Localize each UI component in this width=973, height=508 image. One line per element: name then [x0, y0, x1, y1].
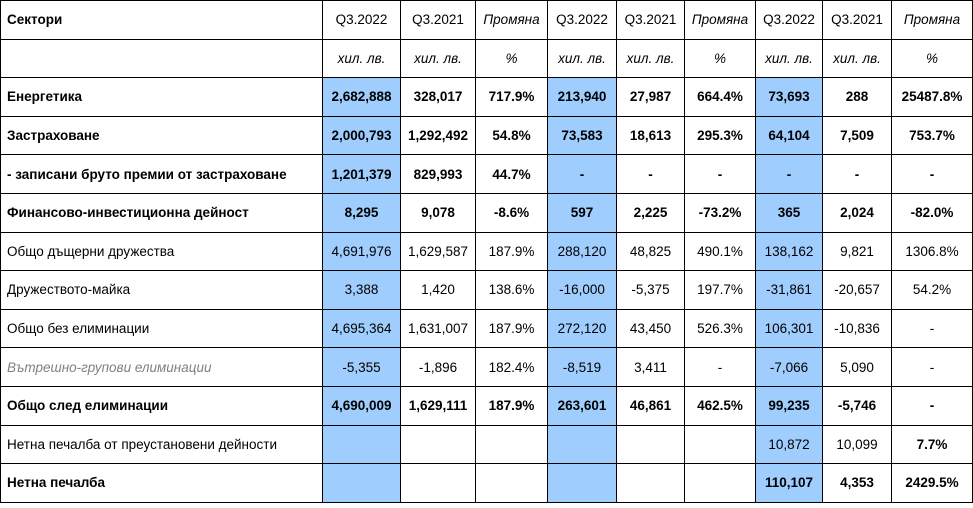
row-label: Нетна печалба — [1, 464, 323, 503]
table-row — [1, 271, 973, 310]
table-cell: -5,375 — [617, 271, 685, 310]
table-cell: 10,099 — [823, 425, 892, 464]
units-cell — [1, 39, 323, 78]
table-cell — [685, 464, 756, 503]
units-cell: хил. лв. — [323, 39, 401, 78]
table-cell: 526.3% — [685, 309, 756, 348]
table-cell: - — [892, 155, 973, 194]
row-label: Енергетика — [1, 78, 323, 117]
table-row — [1, 425, 973, 464]
header-cell: Q3.2021 — [823, 1, 892, 40]
table-cell: - — [548, 155, 617, 194]
table-cell: 295.3% — [685, 116, 756, 155]
table-cell — [548, 464, 617, 503]
table-cell: 138,162 — [756, 232, 823, 271]
table-row — [1, 193, 973, 232]
header-cell: Q3.2022 — [548, 1, 617, 40]
table-cell: -5,746 — [823, 386, 892, 425]
row-label: Дружеството-майка — [1, 271, 323, 310]
table-cell: - — [823, 155, 892, 194]
units-cell: % — [892, 39, 973, 78]
table-cell: 4,695,364 — [323, 309, 401, 348]
table-cell — [617, 425, 685, 464]
table-cell: 288,120 — [548, 232, 617, 271]
units-cell: % — [476, 39, 548, 78]
header-cell: Q3.2021 — [617, 1, 685, 40]
table-row — [1, 348, 973, 387]
table-cell: 25487.8% — [892, 78, 973, 117]
header-cell: Q3.2022 — [756, 1, 823, 40]
table-row — [1, 464, 973, 503]
table-cell: 328,017 — [401, 78, 476, 117]
units-cell: хил. лв. — [617, 39, 685, 78]
table-cell: 829,993 — [401, 155, 476, 194]
table-cell: 7,509 — [823, 116, 892, 155]
table-cell: 43,450 — [617, 309, 685, 348]
table-cell: 717.9% — [476, 78, 548, 117]
table-cell — [685, 425, 756, 464]
table-cell: -7,066 — [756, 348, 823, 387]
row-label: Общо след елиминации — [1, 386, 323, 425]
row-label: Нетна печалба от преустановени дейности — [1, 425, 323, 464]
table-cell: 73,693 — [756, 78, 823, 117]
table-cell: 187.9% — [476, 386, 548, 425]
table-cell: 213,940 — [548, 78, 617, 117]
table-cell: 1306.8% — [892, 232, 973, 271]
table-cell: 1,420 — [401, 271, 476, 310]
table-cell — [476, 425, 548, 464]
table-cell: 1,201,379 — [323, 155, 401, 194]
table-cell: 3,411 — [617, 348, 685, 387]
table-cell: 197.7% — [685, 271, 756, 310]
table-cell: - — [892, 348, 973, 387]
units-cell: хил. лв. — [756, 39, 823, 78]
table-cell: - — [892, 386, 973, 425]
table-cell: 2,000,793 — [323, 116, 401, 155]
table-row — [1, 116, 973, 155]
table-cell: 64,104 — [756, 116, 823, 155]
table-cell: - — [617, 155, 685, 194]
units-row — [1, 39, 973, 78]
table-cell: 110,107 — [756, 464, 823, 503]
table-cell: 4,691,976 — [323, 232, 401, 271]
units-cell: % — [685, 39, 756, 78]
table-cell: 138.6% — [476, 271, 548, 310]
table-cell: 54.2% — [892, 271, 973, 310]
table-cell: -5,355 — [323, 348, 401, 387]
table-cell: 7.7% — [892, 425, 973, 464]
table-cell: - — [685, 348, 756, 387]
table-cell: 187.9% — [476, 232, 548, 271]
table-cell: 9,078 — [401, 193, 476, 232]
table-cell: 99,235 — [756, 386, 823, 425]
table-row — [1, 232, 973, 271]
table-cell: 1,631,007 — [401, 309, 476, 348]
table-cell: 2,682,888 — [323, 78, 401, 117]
table-cell: 187.9% — [476, 309, 548, 348]
table-cell: -8.6% — [476, 193, 548, 232]
table-cell: 182.4% — [476, 348, 548, 387]
table-cell: 1,629,587 — [401, 232, 476, 271]
table-cell — [323, 425, 401, 464]
table-cell: 48,825 — [617, 232, 685, 271]
table-cell: -16,000 — [548, 271, 617, 310]
table-cell: 462.5% — [685, 386, 756, 425]
table-cell: -73.2% — [685, 193, 756, 232]
table-cell: 5,090 — [823, 348, 892, 387]
table-header-row — [1, 1, 973, 40]
table-cell — [476, 464, 548, 503]
table-cell — [323, 464, 401, 503]
table-cell: 8,295 — [323, 193, 401, 232]
table-cell: 2,225 — [617, 193, 685, 232]
row-label: Общо без елиминации — [1, 309, 323, 348]
units-cell: хил. лв. — [823, 39, 892, 78]
table-cell: 263,601 — [548, 386, 617, 425]
table-cell: 106,301 — [756, 309, 823, 348]
table-row — [1, 155, 973, 194]
table-cell: 9,821 — [823, 232, 892, 271]
header-cell: Промяна — [892, 1, 973, 40]
table-cell: -8,519 — [548, 348, 617, 387]
table-cell: 1,629,111 — [401, 386, 476, 425]
table-cell — [401, 464, 476, 503]
table-cell: - — [685, 155, 756, 194]
table-row — [1, 386, 973, 425]
header-cell: Промяна — [685, 1, 756, 40]
row-label: Вътрешно-групови елиминации — [1, 348, 323, 387]
units-cell: хил. лв. — [401, 39, 476, 78]
table-cell: 2429.5% — [892, 464, 973, 503]
table-cell: 18,613 — [617, 116, 685, 155]
table-cell: 753.7% — [892, 116, 973, 155]
table-cell: 10,872 — [756, 425, 823, 464]
row-label: - записани бруто премии от застраховане — [1, 155, 323, 194]
table-cell: 44.7% — [476, 155, 548, 194]
header-cell: Промяна — [476, 1, 548, 40]
table-cell: 288 — [823, 78, 892, 117]
header-cell: Q3.2021 — [401, 1, 476, 40]
table-cell: -20,657 — [823, 271, 892, 310]
table-cell: 4,690,009 — [323, 386, 401, 425]
table-cell: -31,861 — [756, 271, 823, 310]
table-row — [1, 309, 973, 348]
table-cell: 73,583 — [548, 116, 617, 155]
table-cell — [548, 425, 617, 464]
table-cell: 2,024 — [823, 193, 892, 232]
row-label: Финансово-инвестиционна дейност — [1, 193, 323, 232]
table-cell: 54.8% — [476, 116, 548, 155]
table-cell: 3,388 — [323, 271, 401, 310]
table-cell: -82.0% — [892, 193, 973, 232]
table-cell — [401, 425, 476, 464]
table-cell: -10,836 — [823, 309, 892, 348]
table-cell: - — [892, 309, 973, 348]
table-cell: 664.4% — [685, 78, 756, 117]
table-row — [1, 78, 973, 117]
header-cell-sectors: Сектори — [1, 1, 323, 40]
table-cell: -1,896 — [401, 348, 476, 387]
table-cell: 4,353 — [823, 464, 892, 503]
table-cell: - — [756, 155, 823, 194]
table-cell: 365 — [756, 193, 823, 232]
table-body — [1, 1, 973, 503]
table-cell — [617, 464, 685, 503]
table-cell: 46,861 — [617, 386, 685, 425]
table-cell: 27,987 — [617, 78, 685, 117]
table-cell: 1,292,492 — [401, 116, 476, 155]
units-cell: хил. лв. — [548, 39, 617, 78]
row-label: Застраховане — [1, 116, 323, 155]
table-cell: 597 — [548, 193, 617, 232]
row-label: Общо дъщерни дружества — [1, 232, 323, 271]
table-cell: 490.1% — [685, 232, 756, 271]
table-cell: 272,120 — [548, 309, 617, 348]
header-cell: Q3.2022 — [323, 1, 401, 40]
